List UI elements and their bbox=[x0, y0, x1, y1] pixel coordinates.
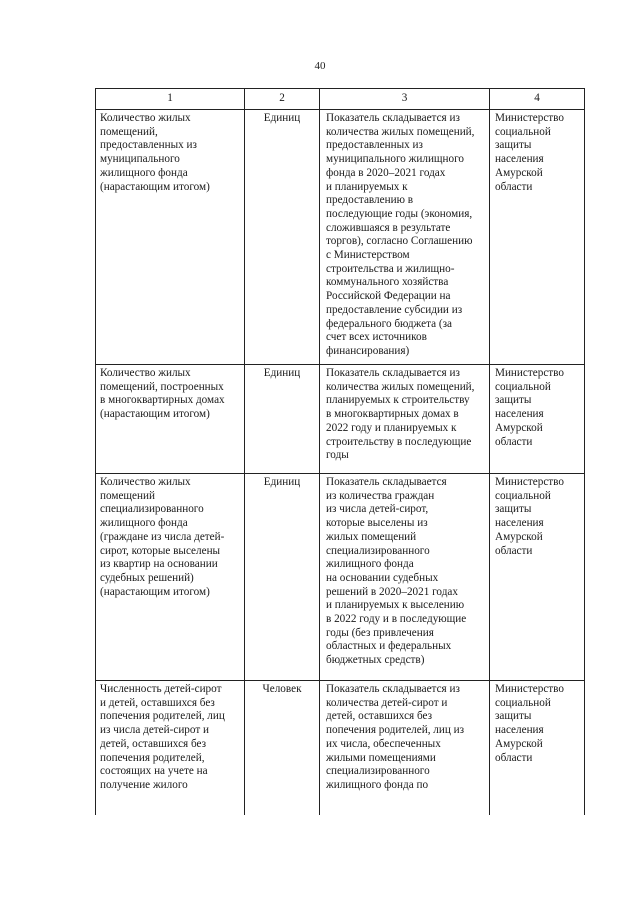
indicator-line: судебных решений) bbox=[100, 571, 194, 584]
indicator-line: попечения родителей, bbox=[100, 751, 205, 764]
description-line: количества жилых помещений, bbox=[326, 125, 475, 138]
unit-cell: Единиц bbox=[245, 474, 320, 681]
description-line: последующие годы (экономия, bbox=[326, 207, 473, 220]
indicator-line: жилищного фонда bbox=[100, 166, 188, 179]
table-row bbox=[96, 681, 585, 816]
unit-cell: Человек bbox=[245, 681, 320, 816]
indicator-cell bbox=[96, 365, 245, 474]
description-line: специализированного bbox=[326, 544, 430, 557]
description-line: строительства и жилищно- bbox=[326, 262, 455, 275]
description-line: их числа, обеспеченных bbox=[326, 737, 441, 750]
description-line: которые выселены из bbox=[326, 517, 428, 530]
responsible-line: области bbox=[495, 544, 533, 557]
indicator-line: помещений bbox=[100, 489, 155, 502]
header-col-4: 4 bbox=[490, 89, 585, 110]
responsible-line: Амурской bbox=[495, 737, 543, 750]
indicator-line: из числа детей-сирот и bbox=[100, 724, 210, 737]
description-line: федерального бюджета (за bbox=[326, 317, 452, 330]
description-line: Показатель складывается из bbox=[326, 367, 460, 379]
description-line: в многоквартирных домах в bbox=[326, 408, 459, 421]
responsible-line: защиты bbox=[495, 139, 532, 152]
indicator-cell bbox=[96, 474, 245, 681]
description-line: количества детей-сирот и bbox=[326, 696, 448, 709]
description-line: муниципального жилищного bbox=[326, 153, 465, 166]
indicator-line: (граждане из числа детей- bbox=[100, 530, 225, 543]
responsible-line: населения bbox=[495, 517, 544, 530]
description-line: строительству в последующие bbox=[326, 435, 472, 448]
description-line: финансирования) bbox=[326, 344, 410, 357]
description-line: Показатель складывается из bbox=[326, 112, 460, 124]
description-line: жилищного фонда по bbox=[326, 778, 429, 791]
indicator-line: в многоквартирных домах bbox=[100, 394, 225, 407]
responsible-line: социальной bbox=[495, 696, 551, 709]
responsible-line: социальной bbox=[495, 380, 551, 393]
responsible-line: Министерство bbox=[495, 476, 564, 488]
description-line: жилищного фонда bbox=[326, 558, 414, 571]
table-row bbox=[96, 365, 585, 474]
indicator-line: Количество жилых bbox=[100, 112, 191, 124]
indicator-cell bbox=[96, 681, 245, 816]
description-line: в 2022 году и в последующие bbox=[326, 613, 467, 626]
description-line: с Министерством bbox=[326, 249, 410, 262]
indicator-line: (нарастающим итогом) bbox=[100, 585, 210, 598]
indicator-line: предоставленных из bbox=[100, 139, 197, 152]
indicator-line: специализированного bbox=[100, 503, 204, 516]
indicator-line: (нарастающим итогом) bbox=[100, 408, 210, 421]
responsible-line: социальной bbox=[495, 125, 551, 138]
indicator-line: сирот, которые выселены bbox=[100, 544, 221, 557]
description-line: специализированного bbox=[326, 765, 430, 778]
description-cell bbox=[320, 365, 490, 474]
responsible-line: Министерство bbox=[495, 683, 564, 695]
unit-cell: Единиц bbox=[245, 110, 320, 365]
unit-cell: Единиц bbox=[245, 365, 320, 474]
responsible-line: области bbox=[495, 435, 533, 448]
responsible-line: Министерство bbox=[495, 367, 564, 379]
description-line: годы (без привлечения bbox=[326, 626, 434, 639]
description-line: областных и федеральных bbox=[326, 640, 452, 653]
description-line: и планируемых к выселению bbox=[326, 599, 465, 612]
table-row bbox=[96, 474, 585, 681]
indicator-cell bbox=[96, 110, 245, 365]
indicator-line: (нарастающим итогом) bbox=[100, 180, 210, 193]
responsible-cell bbox=[490, 681, 585, 816]
indicator-line: Количество жилых bbox=[100, 476, 191, 488]
header-col-1: 1 bbox=[96, 89, 245, 110]
description-line: жилых помещений bbox=[326, 530, 417, 543]
indicators-table bbox=[95, 88, 585, 815]
table-row bbox=[96, 110, 585, 365]
description-line: предоставленных из bbox=[326, 139, 423, 152]
indicator-line: и детей, оставшихся без bbox=[100, 696, 215, 709]
description-cell bbox=[320, 681, 490, 816]
responsible-line: социальной bbox=[495, 489, 551, 502]
description-line: предоставлению в bbox=[326, 194, 414, 207]
description-line: Показатель складывается bbox=[326, 476, 447, 488]
description-line: 2022 году и планируемых к bbox=[326, 421, 457, 434]
table-header-row bbox=[96, 89, 585, 110]
responsible-cell bbox=[490, 110, 585, 365]
responsible-line: защиты bbox=[495, 394, 532, 407]
responsible-line: населения bbox=[495, 153, 544, 166]
description-line: Показатель складывается из bbox=[326, 683, 460, 695]
indicator-line: из квартир на основании bbox=[100, 558, 218, 571]
responsible-line: защиты bbox=[495, 503, 532, 516]
description-line: сложившаяся в результате bbox=[326, 221, 451, 234]
responsible-line: Амурской bbox=[495, 421, 543, 434]
indicator-line: жилищного фонда bbox=[100, 517, 188, 530]
description-line: предоставление субсидии из bbox=[326, 303, 463, 316]
responsible-line: области bbox=[495, 180, 533, 193]
indicator-line: помещений, bbox=[100, 125, 158, 138]
description-line: из числа детей-сирот, bbox=[326, 503, 429, 516]
indicator-line: получение жилого bbox=[100, 778, 188, 791]
description-line: фонда в 2020–2021 годах bbox=[326, 166, 446, 179]
indicator-line: состоящих на учете на bbox=[100, 765, 208, 778]
responsible-cell bbox=[490, 474, 585, 681]
description-line: решений в 2020–2021 годах bbox=[326, 585, 458, 598]
indicator-line: попечения родителей, лиц bbox=[100, 710, 225, 723]
responsible-line: Амурской bbox=[495, 166, 543, 179]
description-line: бюджетных средств) bbox=[326, 654, 425, 667]
description-line: жилыми помещениями bbox=[326, 751, 436, 764]
table-body bbox=[96, 110, 585, 816]
responsible-line: населения bbox=[495, 408, 544, 421]
indicator-line: детей, оставшихся без bbox=[100, 737, 207, 750]
description-cell bbox=[320, 110, 490, 365]
indicator-line: Численность детей-сирот bbox=[100, 683, 222, 695]
description-line: количества жилых помещений, bbox=[326, 380, 475, 393]
description-line: счет всех источников bbox=[326, 331, 427, 344]
indicator-line: муниципального bbox=[100, 153, 180, 166]
description-line: на основании судебных bbox=[326, 571, 439, 584]
description-line: из количества граждан bbox=[326, 489, 435, 502]
indicator-line: помещений, построенных bbox=[100, 380, 224, 393]
description-line: планируемых к строительству bbox=[326, 394, 470, 407]
responsible-line: области bbox=[495, 751, 533, 764]
header-col-3: 3 bbox=[320, 89, 490, 110]
description-line: торгов), согласно Соглашению bbox=[326, 235, 473, 248]
description-line: коммунального хозяйства bbox=[326, 276, 449, 289]
description-line: годы bbox=[326, 449, 349, 462]
description-line: и планируемых к bbox=[326, 180, 408, 193]
responsible-line: населения bbox=[495, 724, 544, 737]
description-line: попечения родителей, лиц из bbox=[326, 724, 465, 737]
header-col-2: 2 bbox=[245, 89, 320, 110]
responsible-line: Министерство bbox=[495, 112, 564, 124]
responsible-line: Амурской bbox=[495, 530, 543, 543]
indicator-line: Количество жилых bbox=[100, 367, 191, 379]
description-cell bbox=[320, 474, 490, 681]
description-line: детей, оставшихся без bbox=[326, 710, 433, 723]
description-line: Российской Федерации на bbox=[326, 290, 451, 303]
responsible-line: защиты bbox=[495, 710, 532, 723]
responsible-cell bbox=[490, 365, 585, 474]
page-number: 40 bbox=[314, 60, 326, 72]
